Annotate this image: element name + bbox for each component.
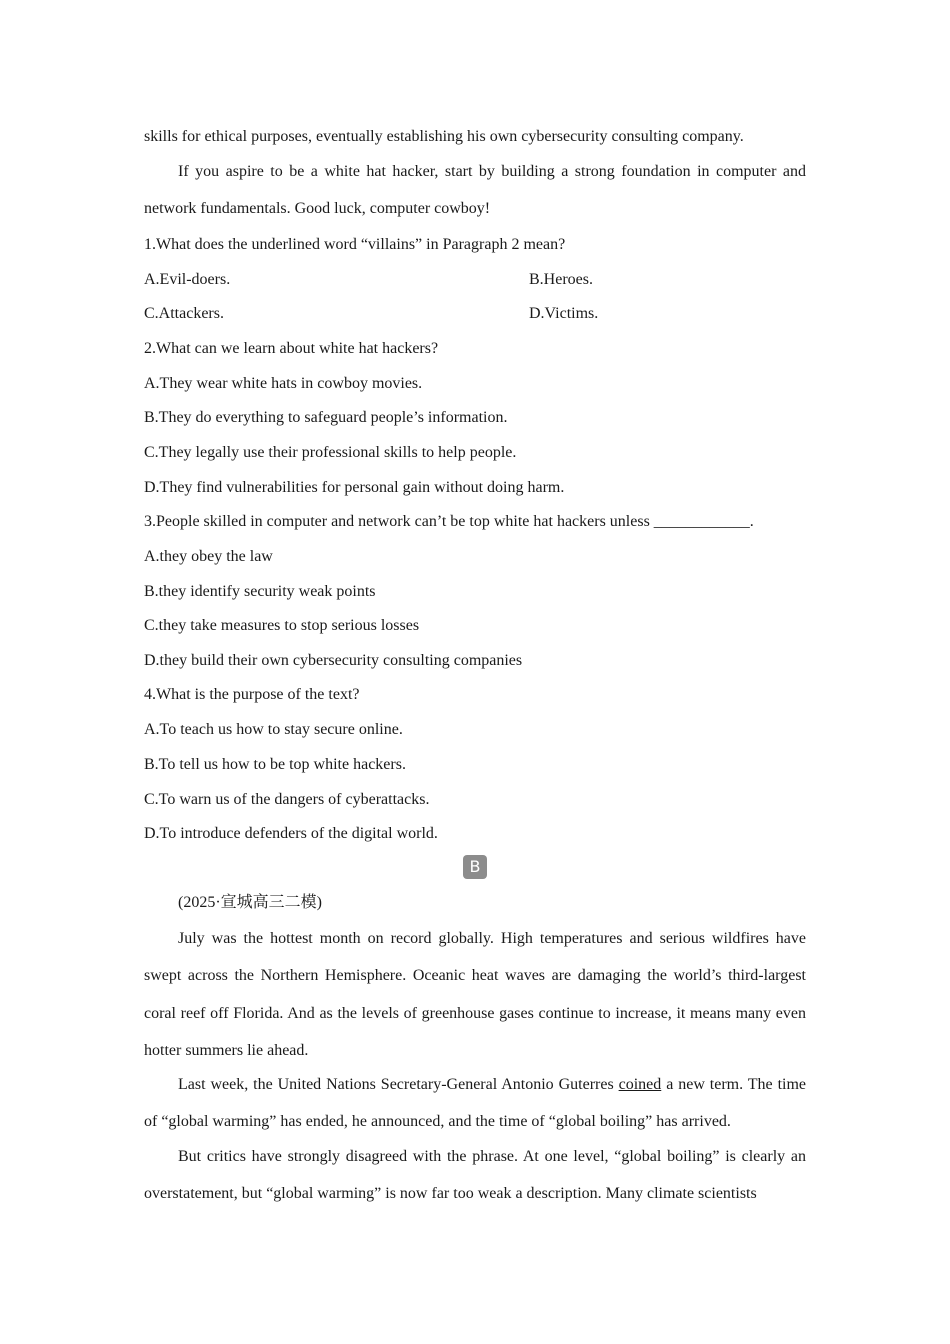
question-1-stem: 1.What does the underlined word “villains” in Paragraph 2 mean? bbox=[144, 236, 566, 253]
question-2-option-c: C.They legally use their professional skills to help people. bbox=[144, 444, 517, 461]
question-3-option-c: C.they take measures to stop serious losses bbox=[144, 617, 420, 634]
question-3-option-d: D.they build their own cybersecurity consulting companies bbox=[144, 652, 523, 669]
paragraph-2-text-after: a new term. The time of “global warming” has ended, he announced, and the time of “global boiling” has arrived. bbox=[144, 1076, 807, 1131]
question-1-option-a: A.Evil-doers. bbox=[144, 271, 231, 288]
question-3-stem: 3.People skilled in computer and network can’t be top white hat hackers unless ____________. bbox=[144, 513, 754, 530]
section-b-source: (2025·宣城高三二模) bbox=[178, 894, 322, 911]
question-1-option-b: B.Heroes. bbox=[529, 271, 593, 288]
question-3-option-a: A.they obey the law bbox=[144, 548, 273, 565]
question-2-stem: 2.What can we learn about white hat hackers? bbox=[144, 340, 439, 357]
question-3-option-b: B.they identify security weak points bbox=[144, 583, 376, 600]
question-1-option-c: C.Attackers. bbox=[144, 305, 224, 322]
question-4-option-b: B.To tell us how to be top white hackers. bbox=[144, 756, 406, 773]
section-b-paragraph-1: July was the hottest month on record globally. High temperatures and serious wildfires have swept across the Northern Hemisphere. Oceanic heat waves are damaging the world’s third-largest coral reef off Florida. And as the levels of greenhouse gases continue to increase, it means many even hotter summers lie ahead. bbox=[144, 930, 806, 1059]
question-4-stem: 4.What is the purpose of the text? bbox=[144, 686, 360, 703]
section-b-paragraph-3: But critics have strongly disagreed with the phrase. At one level, “global boiling” is clearly an overstatement, but “global warming” is now far too weak a description. Many climate scientists bbox=[144, 1148, 806, 1203]
question-4-option-c: C.To warn us of the dangers of cyberattacks. bbox=[144, 791, 430, 808]
question-4-option-d: D.To introduce defenders of the digital world. bbox=[144, 825, 438, 842]
section-b-paragraph-2 bbox=[144, 1066, 806, 1141]
passage-a-closing-paragraph: If you aspire to be a white hat hacker, start by building a strong foundation in computer and network fundamentals. Good luck, computer cowboy! bbox=[144, 163, 806, 218]
question-4-option-a: A.To teach us how to stay secure online. bbox=[144, 721, 403, 738]
question-1-option-d: D.Victims. bbox=[529, 305, 599, 322]
question-2-option-d: D.They find vulnerabilities for personal gain without doing harm. bbox=[144, 479, 565, 496]
question-2-option-b: B.They do everything to safeguard people’s information. bbox=[144, 409, 508, 426]
passage-a-last-line: skills for ethical purposes, eventually establishing his own cybersecurity consulting company. bbox=[144, 128, 744, 145]
question-2-option-a: A.They wear white hats in cowboy movies. bbox=[144, 375, 423, 392]
underlined-word-coined: coined bbox=[618, 1076, 662, 1093]
section-b-badge: B bbox=[463, 855, 487, 879]
paragraph-2-text-before: Last week, the United Nations Secretary-General Antonio Guterres bbox=[178, 1076, 619, 1093]
